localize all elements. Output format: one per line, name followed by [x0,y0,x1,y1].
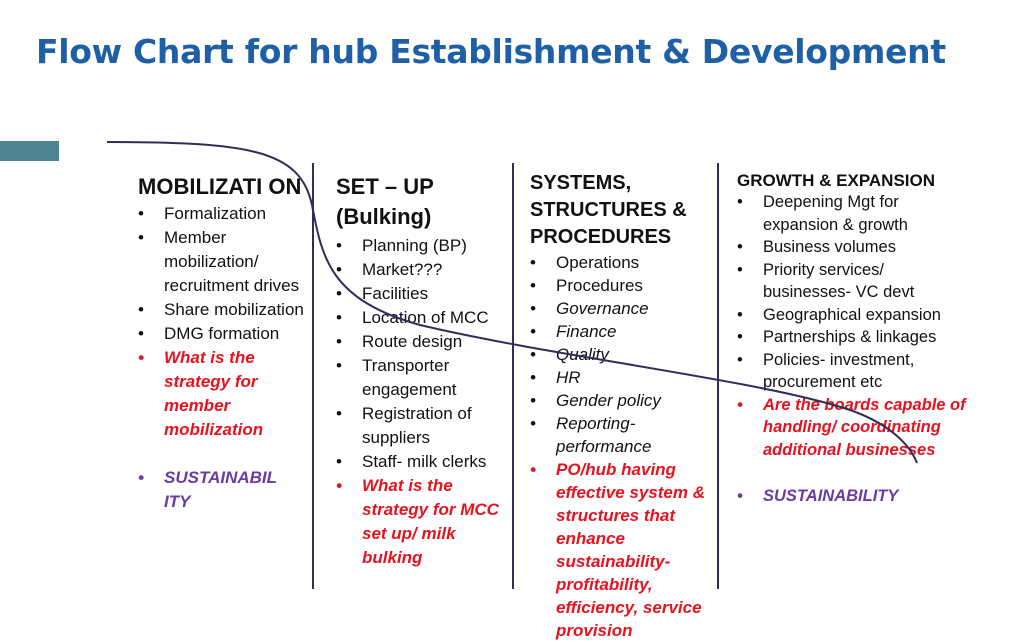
list-item: • Reporting- performance [530,412,715,458]
list-item: • Formalization [138,202,306,226]
list-item: • Planning (BP) [336,234,510,258]
list-item: • PO/hub having effective system & structures that enhance sustainability- profitability, efficiency, service provision [530,458,715,642]
list-item: • Location of MCC [336,306,510,330]
column-list [138,202,306,514]
list-item: • HR [530,366,715,389]
column-list [530,251,715,642]
list-item: • Gender policy [530,389,715,412]
column-divider-2 [512,163,514,589]
list-item: • Geographical expansion [737,304,969,327]
column-systems [530,170,715,642]
list-item: • Route design [336,330,510,354]
column-list [336,234,510,570]
list-item: • What is the strategy for member mobilization [138,346,306,442]
list-item: • Priority services/ businesses- VC devt [737,259,969,304]
list-item: • SUSTAINABILITY [737,485,969,508]
list-item: • Operations [530,251,715,274]
list-item: • Registration of suppliers [336,402,510,450]
column-growth [737,171,969,508]
column-divider-1 [312,163,314,589]
column-list [737,191,969,508]
column-heading: SYSTEMS, STRUCTURES & PROCEDURES [530,172,687,248]
list-item: • DMG formation [138,322,306,346]
column-divider-3 [717,163,719,589]
list-item: • Share mobilization [138,298,306,322]
list-item: • Are the boards capable of handling/ coordinating additional businesses [737,394,969,462]
list-item: • Deepening Mgt for expansion & growth [737,191,969,236]
list-item: • What is the strategy for MCC set up/ milk bulking [336,474,510,570]
slide-title: Flow Chart for hub Establishment & Development [36,32,946,71]
list-item: • SUSTAINABIL ITY [138,466,306,514]
list-item: • Facilities [336,282,510,306]
list-item: • Governance [530,297,715,320]
column-heading: SET – UP (Bulking) [336,174,434,229]
list-item: • Finance [530,320,715,343]
column-setup [336,172,510,570]
list-item: • Member mobilization/ recruitment drives [138,226,306,298]
accent-bar [0,141,59,161]
column-heading: MOBILIZATI ON [138,174,302,199]
list-item: • Procedures [530,274,715,297]
list-item: • Staff- milk clerks [336,450,510,474]
list-item: • Market??? [336,258,510,282]
list-item: • Partnerships & linkages [737,326,969,349]
column-mobilization [138,172,306,514]
list-item: • Business volumes [737,236,969,259]
list-item: • Transporter engagement [336,354,510,402]
column-heading: GROWTH & EXPANSION [737,171,936,190]
list-item: • Quality [530,343,715,366]
list-item: • Policies- investment, procurement etc [737,349,969,394]
